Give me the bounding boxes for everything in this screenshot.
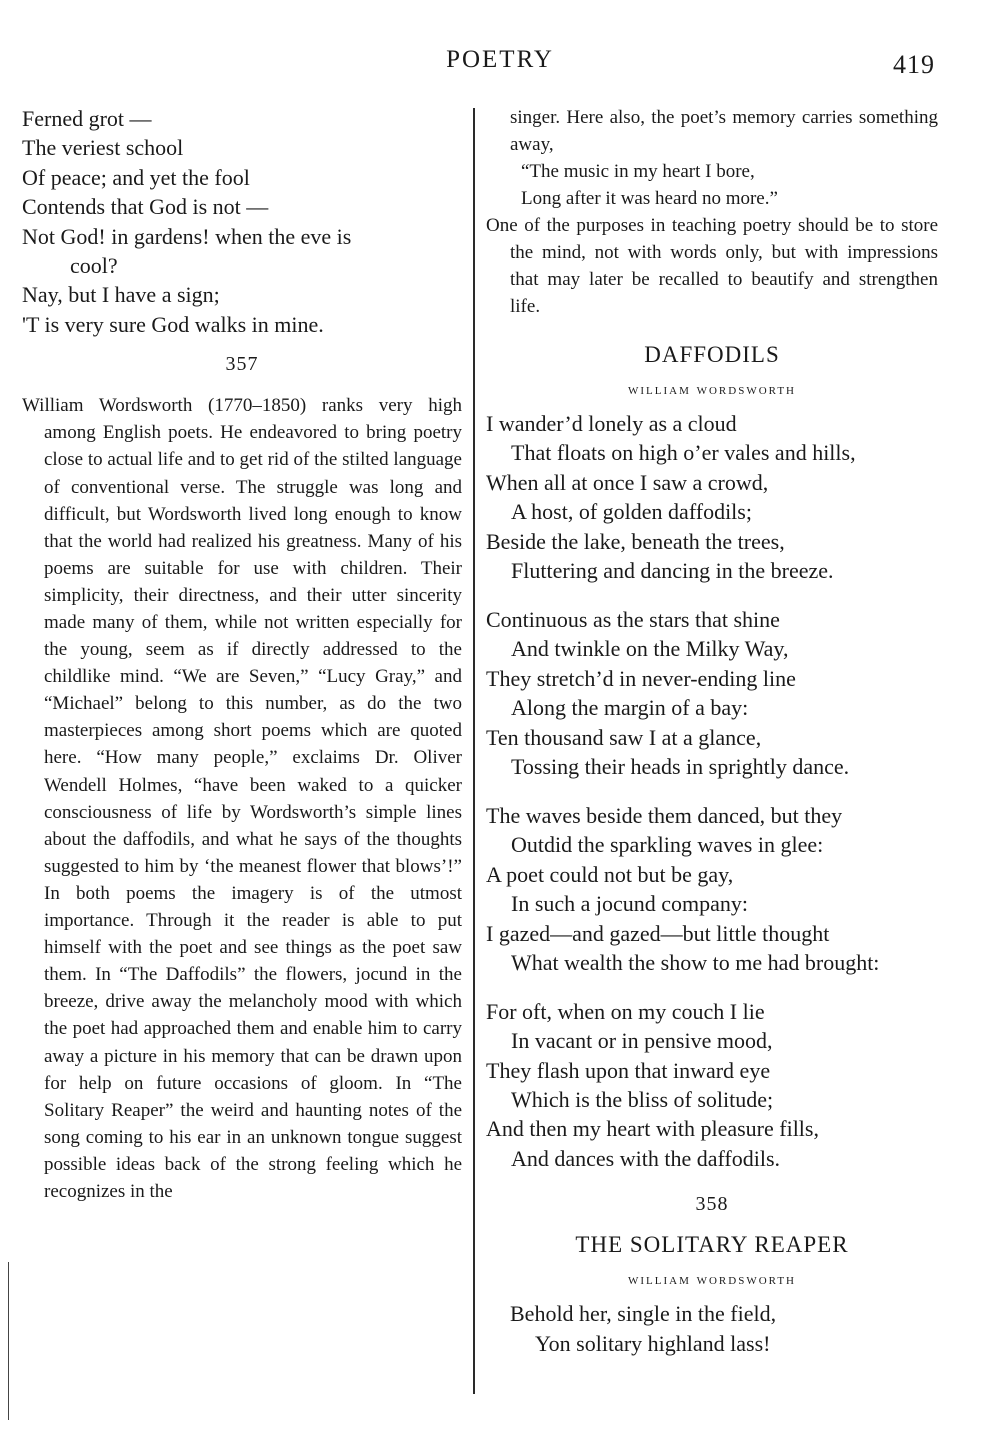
poem-line: They flash upon that inward eye [486, 1057, 771, 1083]
verse-line: cool? [70, 253, 118, 279]
poem-author: william wordsworth [627, 382, 796, 398]
poem-line: That floats on high o’er vales and hills, [511, 440, 856, 466]
poem-line: A host, of golden daffodils; [511, 499, 752, 525]
poem-line: Fluttering and dancing in the breeze. [511, 558, 834, 584]
poem-line: When all at once I saw a crowd, [486, 469, 769, 495]
quote-line: “The music in my heart I bore, [521, 161, 755, 182]
quote-line: Long after it was heard no more.” [521, 188, 778, 209]
poem-line: The waves beside them danced, but they [486, 802, 843, 828]
stanza [486, 605, 938, 781]
closing-paragraph: One of the purposes in teaching poetry should be to store the mind, not with words only, but with impressions that may later be recalled to beautify and strengthen life. [486, 215, 938, 317]
poem-line: I wander’d lonely as a cloud [486, 411, 737, 436]
commentary-paragraph: William Wordsworth (1770–1850) ranks very high among English poets. He endeavored to bring poetry close to actual life and to get rid of the stilted language of conventional verse. The struggle was long and difficult, but Wordsworth lived long enough to know that the world had realized his greatness. Many of his poems are suitable for use with children. Their simplicity, their directness, and their utter sincerity made many of them, while not written especially for the young, seem as if directly addressed to the childlike mind. “We are Seven,” “Lucy Gray,” and “Michael” belong to this number, as do the two masterpieces among short poems which are quoted here. “How many people,” exclaims Dr. Oliver Wendell Holmes, “have been waked to a quicker consciousness of life by Wordsworth’s simple lines about the daffodils, and what he says of the thoughts suggested to him by ‘the meanest flower that blows’!” In both poems the imagery is of the utmost importance. Through it the reader is able to put himself with the poet and see things as the poet saw them. In “The Daffodils” the flowers, jocund in the breeze, drive away the melancholy mood with which the poet had approached them and enable him to carry away a picture in his memory that can be drawn upon for help on future occasions of gloom. In “The Solitary Reaper” the weird and haunting notes of the song coming to his ear in an unknown tongue suggest possible ideas back of the strong feeling which he recognizes in the [22, 395, 462, 1202]
verse-line: Nay, but I have a sign; [22, 282, 220, 308]
poem-line: A poet could not but be gay, [486, 861, 734, 887]
section-number-357: 357 [225, 353, 259, 376]
poem-line: Yon solitary highland lass! [535, 1330, 771, 1356]
quoted-verse [486, 158, 938, 212]
poem-line: Beside the lake, beneath the trees, [486, 528, 785, 554]
poem-line: Behold her, single in the field, [510, 1301, 777, 1327]
poem-author: william wordsworth [627, 1272, 796, 1289]
stanza [486, 801, 938, 977]
poem-title-solitary-reaper: THE SOLITARY REAPER [575, 1232, 849, 1258]
daffodils-poem [486, 409, 938, 1173]
poem-line: For oft, when on my couch I lie [486, 998, 765, 1024]
page-header-title: POETRY [446, 46, 554, 73]
verse-line: Contends that God is not — [22, 194, 269, 220]
verse-line: 'T is very sure God walks in mine. [22, 311, 324, 337]
right-column [486, 104, 938, 1358]
commentary-continuation: singer. Here also, the poet’s memory carries something away, [510, 107, 938, 155]
closing-verse [22, 104, 462, 339]
poem-line: Continuous as the stars that shine [486, 606, 780, 632]
poem-line: In such a jocund company: [511, 891, 749, 917]
poem-line: Along the margin of a bay: [511, 695, 749, 721]
stanza [486, 409, 938, 585]
poem-line: What wealth the show to me had brought: [511, 949, 880, 975]
verse-line: Not God! in gardens! when the eve is [22, 223, 352, 249]
left-column [22, 104, 462, 1205]
column-rule [473, 108, 475, 1394]
left-edge-mark [8, 1262, 9, 1420]
verse-line: Of peace; and yet the fool [22, 164, 250, 190]
poem-title-daffodils: DAFFODILS [644, 342, 780, 367]
solitary-reaper-poem [486, 1299, 938, 1358]
stanza [486, 997, 938, 1173]
poem-line: They stretch’d in never-ending line [486, 665, 796, 691]
verse-line: Ferned grot — [22, 106, 152, 131]
poem-line: Ten thousand saw I at a glance, [486, 724, 762, 750]
verse-line: The veriest school [22, 135, 184, 161]
poem-line: I gazed—and gazed—but little thought [486, 920, 830, 946]
poem-line: And then my heart with pleasure fills, [486, 1116, 819, 1142]
poem-line: And twinkle on the Milky Way, [511, 636, 789, 662]
poem-line: Which is the bliss of solitude; [511, 1087, 774, 1113]
page-number: 419 [893, 50, 935, 79]
poem-line: Tossing their heads in sprightly dance. [511, 753, 850, 779]
poem-line: Outdid the sparkling waves in glee: [511, 832, 824, 858]
poem-line: And dances with the daffodils. [511, 1145, 781, 1171]
poem-line: In vacant or in pensive mood, [511, 1028, 773, 1054]
section-number-358: 358 [695, 1193, 729, 1216]
